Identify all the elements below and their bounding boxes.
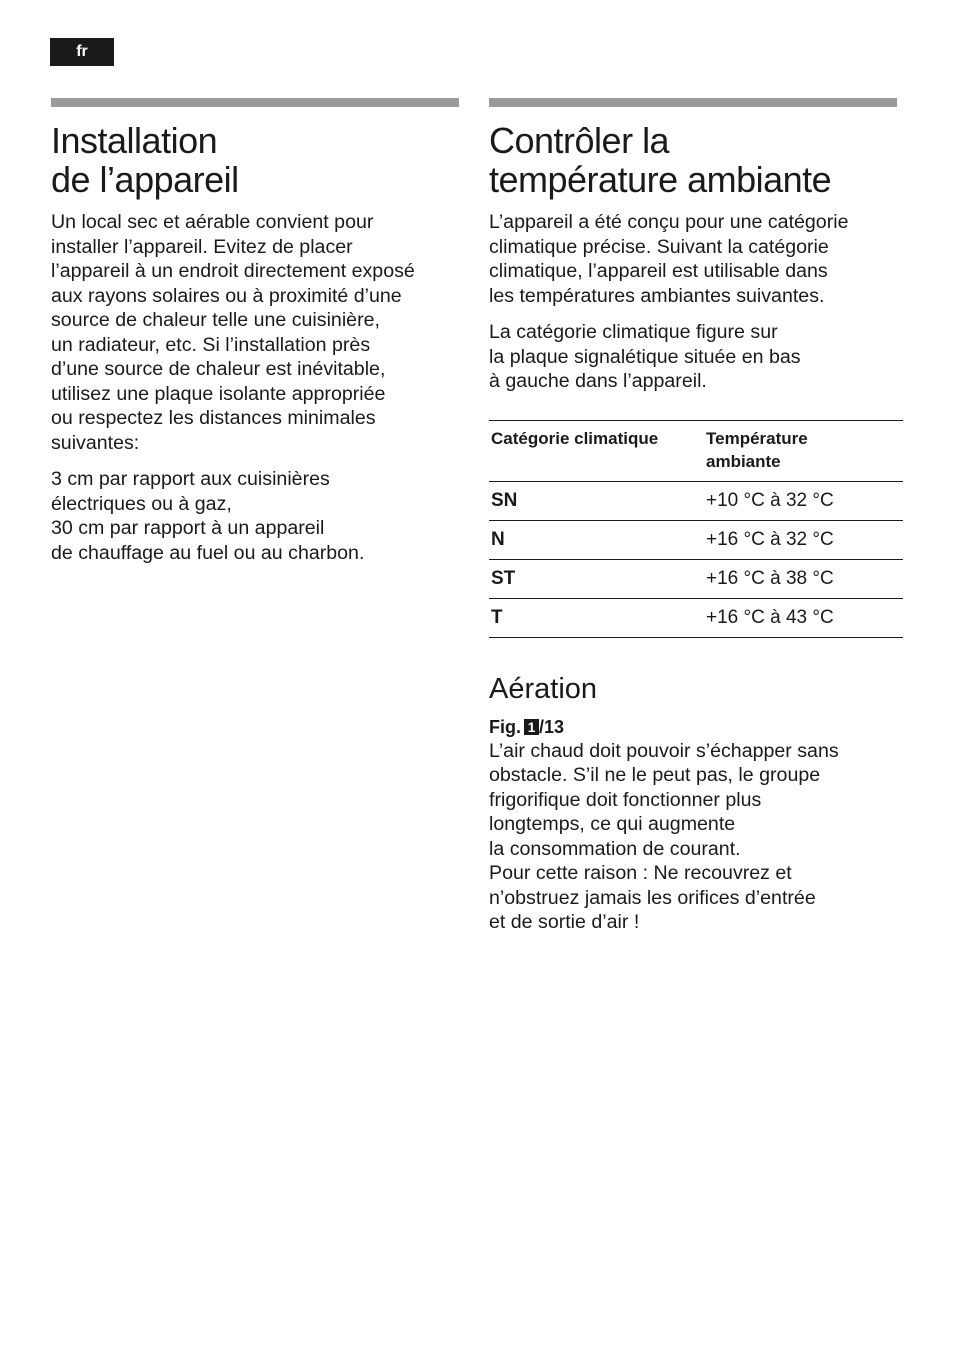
installation-paragraph-2: 3 cm par rapport aux cuisinières électriques ou à gaz, 30 cm par rapport à un appareil de chauffage au fuel ou au charbon. (51, 468, 365, 564)
temperature-title (489, 121, 903, 199)
table-row (489, 598, 903, 637)
installation-title-line1: Installation (51, 120, 218, 161)
temperature-cell: +16 °C à 32 °C (690, 520, 903, 559)
figure-reference: Fig. 1 /13 (489, 716, 565, 737)
temperature-title-line2: température ambiante (489, 159, 832, 200)
aeration-paragraph: L’air chaud doit pouvoir s’échapper sans obstacle. S’il ne le peut pas, le groupe frigorifique doit fonctionner plus longtemps, ce qui augmente la consommation de courant. Pour cette raison : Ne recouvrez et n’obstruez jamais les orifices d’entrée et de sortie d’air ! (489, 739, 839, 933)
installation-title-line2: de l’appareil (51, 159, 239, 200)
table-row (489, 481, 903, 520)
section-rule (489, 98, 897, 107)
installation-section (51, 98, 461, 565)
header-category: Catégorie climatique (489, 420, 690, 481)
category-cell: N (489, 520, 690, 559)
category-cell: ST (489, 559, 690, 598)
installation-paragraph-1: Un local sec et aérable convient pour installer l’appareil. Evitez de placer l’appareil à un endroit directement exposé aux rayons solaires ou à proximité d’une source de chaleur telle une cuisinière, un radiateur, etc. Si l’installation près d’une source de chaleur est inévitable, utilisez une plaque isolante appropriée ou respectez les distances minimales suivantes: (51, 211, 415, 454)
section-rule (51, 98, 459, 107)
temperature-section (489, 98, 903, 935)
climate-class-table (489, 420, 903, 638)
temperature-cell: +10 °C à 32 °C (690, 481, 903, 520)
installation-title (51, 121, 461, 199)
header-temperature: Température ambiante (690, 420, 903, 481)
table-row (489, 559, 903, 598)
figure-number-badge: 1 (524, 719, 539, 735)
temperature-cell: +16 °C à 43 °C (690, 598, 903, 637)
temperature-paragraph-1: L’appareil a été conçu pour une catégorie climatique précise. Suivant la catégorie climatique, l’appareil est utilisable dans les températures ambiantes suivantes. (489, 211, 849, 307)
temperature-cell: +16 °C à 38 °C (690, 559, 903, 598)
aeration-title: Aération (489, 672, 598, 705)
category-cell: SN (489, 481, 690, 520)
table-header-row (489, 420, 903, 481)
table-row (489, 520, 903, 559)
temperature-title-line1: Contrôler la (489, 120, 670, 161)
temperature-paragraph-2: La catégorie climatique figure sur la plaque signalétique située en bas à gauche dans l’appareil. (489, 321, 801, 392)
language-tab: fr (50, 38, 114, 66)
category-cell: T (489, 598, 690, 637)
